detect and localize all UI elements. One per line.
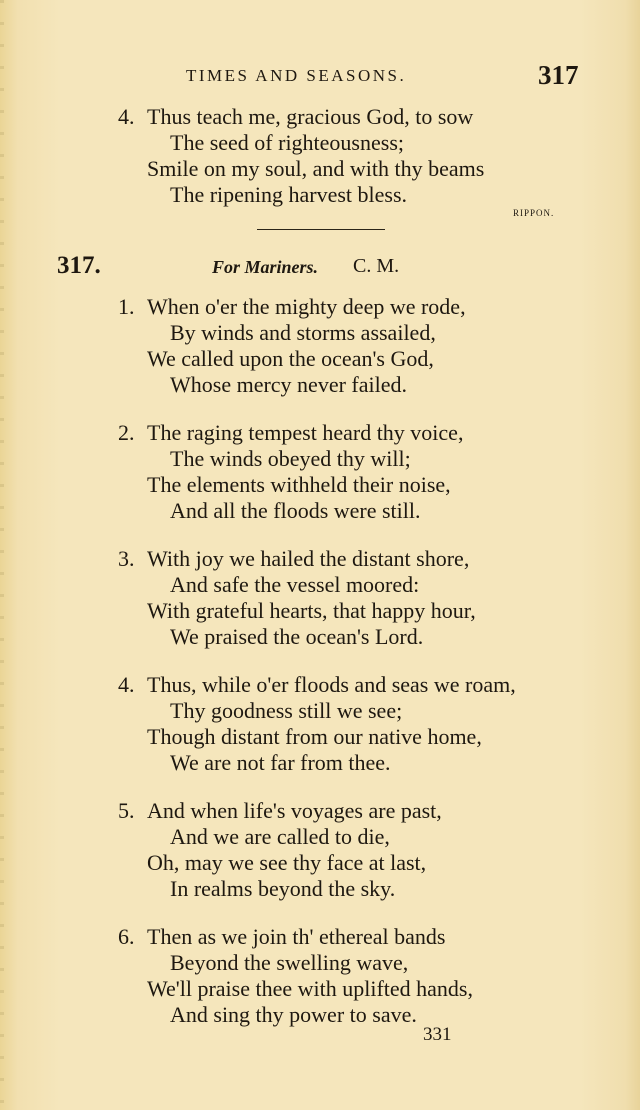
stanza-line: And all the floods were still.	[170, 498, 421, 523]
stanza-line: The elements withheld their noise,	[147, 472, 451, 497]
stanza-line: Whose mercy never failed.	[170, 372, 407, 397]
previous-stanza	[118, 104, 484, 208]
hymn-title: For Mariners.	[212, 257, 319, 277]
stanza-line: In realms beyond the sky.	[170, 876, 396, 901]
stanza-line: 4. Thus teach me, gracious God, to sow	[118, 104, 474, 129]
stanza-5	[118, 798, 442, 902]
stanza-line: The winds obeyed thy will;	[170, 446, 411, 471]
stanza-line: Oh, may we see thy face at last,	[147, 850, 427, 875]
stanza-line: 6. Then as we join th' ethereal bands	[118, 924, 446, 949]
stanza-number: 3.	[118, 546, 135, 571]
stanza-4	[118, 672, 516, 776]
stanza-2	[118, 420, 463, 524]
stanza-6	[118, 924, 473, 1028]
stanza-line: Thy goodness still we see;	[170, 698, 403, 723]
hymn-number: 317.	[57, 252, 101, 279]
page-edge	[0, 0, 4, 1110]
stanza-line: 1. When o'er the mighty deep we rode,	[118, 294, 466, 319]
stanza-line: Smile on my soul, and with thy beams	[147, 156, 485, 181]
stanza-line: 2. The raging tempest heard thy voice,	[118, 420, 464, 445]
stanza-number: 6.	[118, 924, 135, 949]
stanza-1	[118, 294, 466, 398]
author-attribution: RIPPON.	[513, 208, 555, 218]
running-title: TIMES AND SEASONS.	[186, 66, 407, 85]
section-divider	[257, 229, 385, 230]
stanza-line: We are not far from thee.	[170, 750, 391, 775]
stanza-line: And safe the vessel moored:	[170, 572, 420, 597]
stanza-line: And sing thy power to save.	[170, 1002, 417, 1027]
stanza-line: The ripening harvest bless.	[170, 182, 408, 207]
stanza-line: 3. With joy we hailed the distant shore,	[118, 546, 470, 571]
stanza-line: We'll praise thee with uplifted hands,	[147, 976, 473, 1001]
stanza-line: 5. And when life's voyages are past,	[118, 798, 442, 823]
page-number-top: 317	[538, 60, 579, 90]
page-number-bottom: 331	[423, 1024, 452, 1045]
hymn-meter: C. M.	[353, 255, 400, 277]
stanza-line: And we are called to die,	[170, 824, 390, 849]
stanza-number: 1.	[118, 294, 135, 319]
stanza-number: 2.	[118, 420, 135, 445]
stanza-line: By winds and storms assailed,	[170, 320, 436, 345]
stanza-number: 4.	[118, 672, 135, 697]
running-head	[0, 62, 640, 92]
hymn-heading	[0, 252, 640, 286]
stanza-line: With grateful hearts, that happy hour,	[147, 598, 476, 623]
stanza-line: Though distant from our native home,	[147, 724, 482, 749]
stanza-number: 4.	[118, 104, 135, 129]
stanza-line: We called upon the ocean's God,	[147, 346, 434, 371]
stanza-line: 4. Thus, while o'er floods and seas we roam,	[118, 672, 516, 697]
stanza-line: The seed of righteousness;	[170, 130, 404, 155]
stanza-line: Beyond the swelling wave,	[170, 950, 409, 975]
stanza-3	[118, 546, 476, 650]
stanza-line: We praised the ocean's Lord.	[170, 624, 424, 649]
stanza-number: 5.	[118, 798, 135, 823]
